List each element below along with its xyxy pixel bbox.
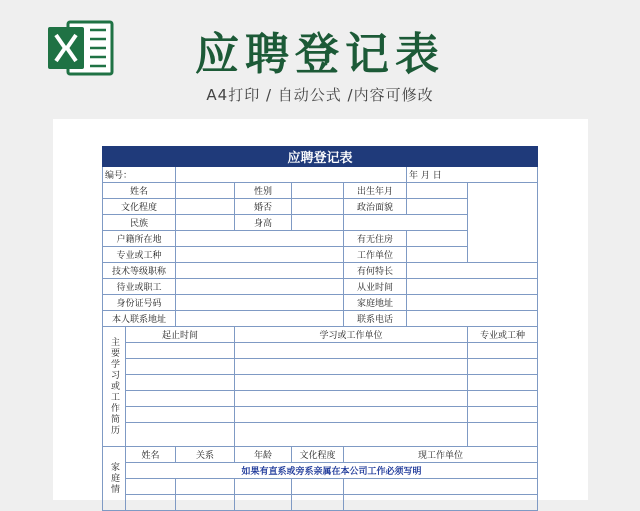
work-time-label: 从业时间 <box>344 279 407 295</box>
banner <box>0 0 640 118</box>
major-label: 专业或工种 <box>103 247 176 263</box>
ethnicity-value[interactable] <box>176 215 235 231</box>
gender-label: 性别 <box>235 183 292 199</box>
resume-row <box>103 359 538 375</box>
home-address-value[interactable] <box>407 295 538 311</box>
id-number-label: 身份证号码 <box>103 295 176 311</box>
family-col-age: 年龄 <box>235 447 292 463</box>
height-value[interactable] <box>292 215 344 231</box>
family-col-relation: 关系 <box>176 447 235 463</box>
ethnicity-label: 民族 <box>103 215 176 231</box>
birth-label: 出生年月 <box>344 183 407 199</box>
contact-address-label: 本人联系地址 <box>103 311 176 327</box>
family-row <box>103 495 538 511</box>
unemployed-label: 待业或职工 <box>103 279 176 295</box>
work-time-value[interactable] <box>407 279 538 295</box>
blank-cell[interactable] <box>344 215 468 231</box>
name-value[interactable] <box>176 183 235 199</box>
phone-label: 联系电话 <box>344 311 407 327</box>
number-value[interactable] <box>176 167 407 183</box>
home-address-label: 家庭地址 <box>344 295 407 311</box>
household-value[interactable] <box>176 231 344 247</box>
contact-address-value[interactable] <box>176 311 344 327</box>
marital-label: 婚否 <box>235 199 292 215</box>
housing-label: 有无住房 <box>344 231 407 247</box>
family-note: 如果有直系或旁系亲属在本公司工作必须写明 <box>126 463 538 479</box>
major-value[interactable] <box>176 247 344 263</box>
political-label: 政治面貌 <box>344 199 407 215</box>
specialty-value[interactable] <box>407 263 538 279</box>
page-subtitle: A4打印 / 自动公式 /内容可修改 <box>206 86 434 104</box>
family-col-name: 姓名 <box>126 447 176 463</box>
resume-row <box>103 375 538 391</box>
education-label: 文化程度 <box>103 199 176 215</box>
gender-value[interactable] <box>292 183 344 199</box>
resume-row <box>103 423 538 447</box>
application-form-table <box>102 146 538 511</box>
id-number-value[interactable] <box>176 295 344 311</box>
name-label: 姓名 <box>103 183 176 199</box>
resume-col-period: 起止时间 <box>126 327 235 343</box>
specialty-label: 有何特长 <box>344 263 407 279</box>
unemployed-value[interactable] <box>176 279 344 295</box>
tech-title-value[interactable] <box>176 263 344 279</box>
family-section-label: 家庭情 <box>103 447 126 511</box>
tech-title-label: 技术等级职称 <box>103 263 176 279</box>
household-label: 户籍所在地 <box>103 231 176 247</box>
family-col-workplace: 现工作单位 <box>344 447 538 463</box>
photo-cell[interactable] <box>468 183 538 263</box>
family-row <box>103 479 538 495</box>
page-title: 应聘登记表 <box>195 29 445 80</box>
education-value[interactable] <box>176 199 235 215</box>
resume-row <box>103 407 538 423</box>
work-unit-label: 工作单位 <box>344 247 407 263</box>
birth-value[interactable] <box>407 183 468 199</box>
resume-row <box>103 391 538 407</box>
marital-value[interactable] <box>292 199 344 215</box>
resume-row <box>103 343 538 359</box>
resume-col-unit: 学习或工作单位 <box>235 327 468 343</box>
number-label: 编号： <box>103 167 176 183</box>
date-label: 年 月 日 <box>407 167 538 183</box>
resume-col-major: 专业或工种 <box>468 327 538 343</box>
housing-value[interactable] <box>407 231 468 247</box>
resume-section-label: 主要学习或工作简历 <box>103 327 126 447</box>
work-unit-value[interactable] <box>407 247 468 263</box>
family-col-education: 文化程度 <box>292 447 344 463</box>
form-title: 应聘登记表 <box>103 147 538 167</box>
phone-value[interactable] <box>407 311 538 327</box>
height-label: 身高 <box>235 215 292 231</box>
political-value[interactable] <box>407 199 468 215</box>
